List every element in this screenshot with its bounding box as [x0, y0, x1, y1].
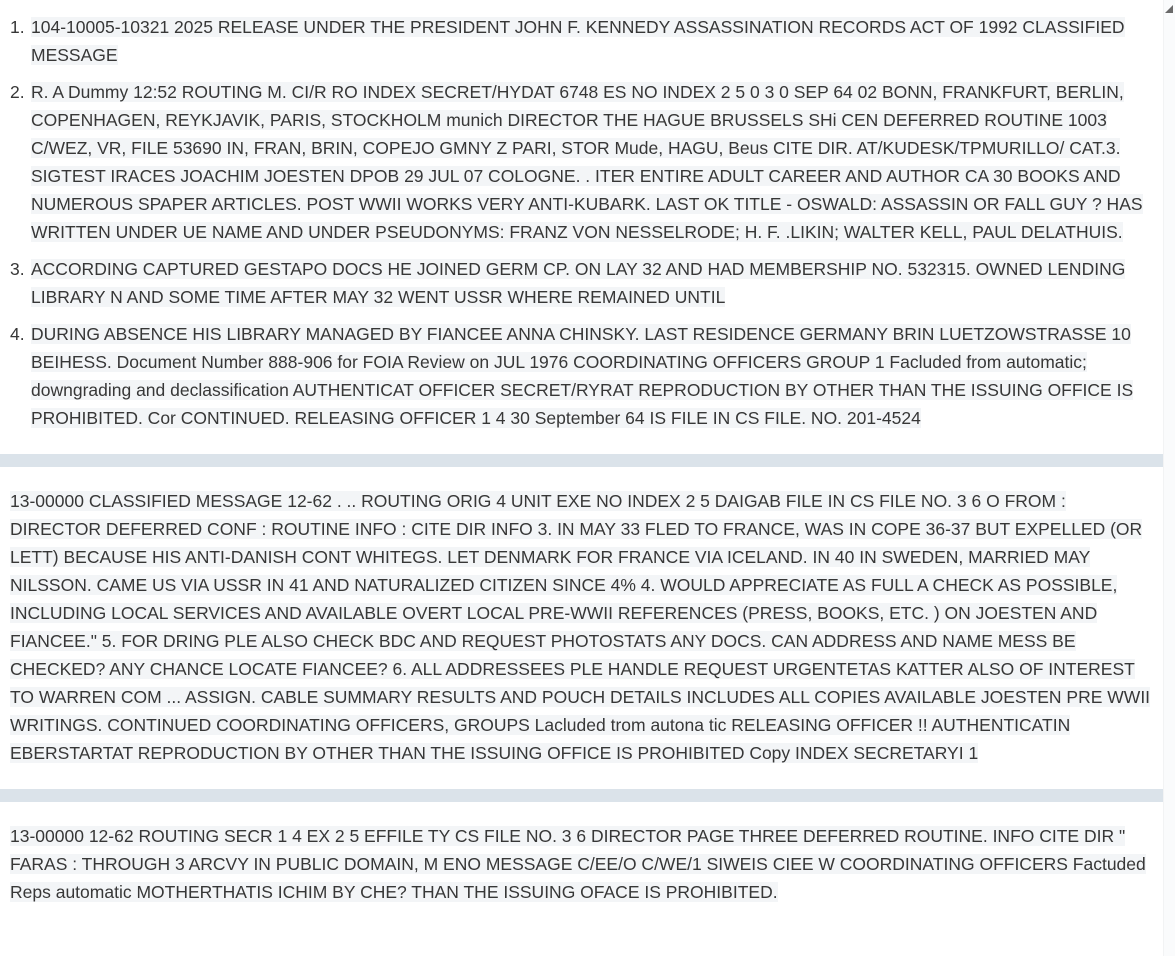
- list-item-4: [10, 320, 1153, 432]
- list-item-text: ACCORDING CAPTURED GESTAPO DOCS HE JOINED GERM CP. ON LAY 32 AND HAD MEMBERSHIP NO. 532315. OWNED LENDING LIBRARY N AND SOME TIME AFTER MAY 32 WENT USSR WHERE REMAINED UNTIL: [31, 259, 1126, 307]
- list-item-text: R. A Dummy 12:52 ROUTING M. CI/R RO INDEX SECRET/HYDAT 6748 ES NO INDEX 2 5 0 3 0 SEP 64 02 BONN, FRANKFURT, BERLIN, COPENHAGEN, REYKJAVIK, PARIS, STOCKHOLM munich DIRECTOR THE HAGUE BRUSSELS SHi CEN DEFERRED ROUTINE 1003 C/WEZ, VR, FILE 53690 IN, FRAN, BRIN, COPEJO GMNY Z PARI, STOR Mude, HAGU, Beus CITE DIR. AT/KUDESK/TPMURILLO/ CAT.3. SIGTEST IRACES JOACHIM JOESTEN DPOB 29 JUL 07 COLOGNE. . ITER ENTIRE ADULT CAREER AND AUTHOR CA 30 BOOKS AND NUMEROUS SPAPER ARTICLES. POST WWII WORKS VERY ANTI-KUBARK. LAST OK TITLE - OSWALD: ASSASSIN OR FALL GUY ? HAS WRITTEN UNDER UE NAME AND UNDER PSEUDONYMS: FRANZ VON NESSELRODE; H. F. .LIKIN; WALTER KELL, PAUL DELATHUIS.: [31, 82, 1143, 242]
- blank-line-separator: [0, 789, 1163, 802]
- blank-line-separator: [0, 454, 1163, 467]
- list-item-number: 2.: [10, 82, 25, 102]
- vertical-scrollbar[interactable]: [1163, 0, 1175, 956]
- list-item-text: 104-10005-10321 2025 RELEASE UNDER THE PRESIDENT JOHN F. KENNEDY ASSASSINATION RECORDS ACT OF 1992 CLASSIFIED MESSAGE: [31, 17, 1125, 65]
- list-item-2: [10, 78, 1153, 246]
- list-item-number: 4.: [10, 324, 25, 344]
- numbered-list: [0, 13, 1163, 432]
- list-item-number: 3.: [10, 259, 25, 279]
- list-item-3: [10, 255, 1153, 311]
- list-item-number: 1.: [10, 17, 25, 37]
- list-item-text: DURING ABSENCE HIS LIBRARY MANAGED BY FIANCEE ANNA CHINSKY. LAST RESIDENCE GERMANY BRIN LUETZOWSTRASSE 10 BEIHESS. Document Number 888-906 for FOIA Review on JUL 1976 COORDINATING OFFICERS GROUP 1 Facluded from automatic; downgrading and declassification AUTHENTICAT OFFICER SECRET/RYRAT REPRODUCTION BY OTHER THAN THE ISSUING OFFICE IS PROHIBITED. Cor CONTINUED. RELEASING OFFICER 1 4 30 September 64 IS FILE IN CS FILE. NO. 201-4524: [31, 324, 1134, 428]
- paragraph-text: 13-00000 12-62 ROUTING SECR 1 4 EX 2 5 EFFILE TY CS FILE NO. 3 6 DIRECTOR PAGE THREE DEFERRED ROUTINE. INFO CITE DIR " FARAS : THROUGH 3 ARCVY IN PUBLIC DOMAIN, M ENO MESSAGE C/EE/O C/WE/1 SIWEIS CIEE W COORDINATING OFFICERS Factuded Reps automatic MOTHERTHATIS ICHIM BY CHE? THAN THE ISSUING OFACE IS PROHIBITED.: [10, 826, 1146, 902]
- paragraph-text: 13-00000 CLASSIFIED MESSAGE 12-62 . .. ROUTING ORIG 4 UNIT EXE NO INDEX 2 5 DAIGAB FILE IN CS FILE NO. 3 6 O FROM : DIRECTOR DEFERRED CONF : ROUTINE INFO : CITE DIR INFO 3. IN MAY 33 FLED TO FRANCE, WAS IN COPE 36-37 BUT EXPELLED (OR LETT) BECAUSE HIS ANTI-DANISH CONT WHITEGS. LET DENMARK FOR FRANCE VIA ICELAND. IN 40 IN SWEDEN, MARRIED MAY NILSSON. CAME US VIA USSR IN 41 AND NATURALIZED CITIZEN SINCE 4% 4. WOULD APPRECIATE AS FULL A CHECK AS POSSIBLE, INCLUDING LOCAL SERVICES AND AVAILABLE OVERT LOCAL PRE-WWII REFERENCES (PRESS, BOOKS, ETC. ) ON JOESTEN AND FIANCEE." 5. FOR DRING PLE ALSO CHECK BDC AND REQUEST PHOTOSTATS ANY DOCS. CAN ADDRESS AND NAME MESS BE CHECKED? ANY CHANCE LOCATE FIANCEE? 6. ALL ADDRESSEES PLE HANDLE REQUEST URGENTETAS KATTER ALSO OF INTEREST TO WARREN COM ... ASSIGN. CABLE SUMMARY RESULTS AND POUCH DETAILS INCLUDES ALL COPIES AVAILABLE JOESTEN PRE WWII WRITINGS. CONTINUED COORDINATING OFFICERS, GROUPS Lacluded trom autona tic RELEASING OFFICER !! AUTHENTICATIN EBERSTARTAT REPRODUCTION BY OTHER THAN THE ISSUING OFFICE IS PROHIBITED Copy INDEX SECRETARYI 1: [10, 491, 1151, 763]
- paragraph-classified-message: [0, 487, 1163, 767]
- document-body: [0, 13, 1163, 906]
- scroll-up-arrow-icon[interactable]: [1165, 5, 1173, 13]
- list-item-1: [10, 13, 1153, 69]
- paragraph-page-three: [0, 822, 1163, 906]
